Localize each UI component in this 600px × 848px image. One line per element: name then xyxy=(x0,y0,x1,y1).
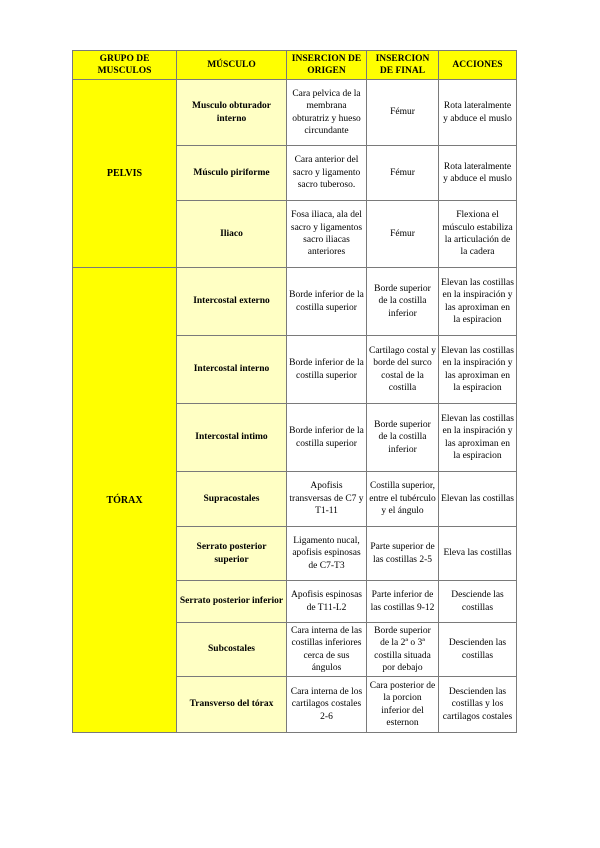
table-row xyxy=(73,268,517,336)
actions-cell: Descienden las costillas y los cartilagos costales xyxy=(439,677,517,733)
muscle-cell: Subcostales xyxy=(177,623,287,677)
actions-cell: Rota lateralmente y abduce el muslo xyxy=(439,80,517,146)
insertion-cell: Fémur xyxy=(367,146,439,201)
muscle-cell: Intercostal externo xyxy=(177,268,287,336)
insertion-cell: Borde superior de la costilla inferior xyxy=(367,268,439,336)
insertion-cell: Cartilago costal y borde del surco costal de la costilla xyxy=(367,336,439,404)
actions-cell: Desciende las costillas xyxy=(439,581,517,623)
group-cell-torax: TÓRAX xyxy=(73,268,177,733)
insertion-cell: Parte superior de las costillas 2-5 xyxy=(367,527,439,581)
muscle-cell: Supracostales xyxy=(177,472,287,527)
muscle-cell: Musculo obturador interno xyxy=(177,80,287,146)
origin-cell: Cara interna de las costillas inferiores cerca de sus ángulos xyxy=(287,623,367,677)
group-cell-pelvis: PELVIS xyxy=(73,80,177,268)
origin-cell: Cara anterior del sacro y ligamento sacro tuberoso. xyxy=(287,146,367,201)
table-row xyxy=(73,80,517,146)
actions-cell: Elevan las costillas xyxy=(439,472,517,527)
actions-cell: Rota lateralmente y abduce el muslo xyxy=(439,146,517,201)
muscle-table xyxy=(72,50,517,733)
insertion-cell: Fémur xyxy=(367,201,439,268)
actions-cell: Flexiona el músculo estabiliza la articulación de la cadera xyxy=(439,201,517,268)
origin-cell: Borde inferior de la costilla superior xyxy=(287,404,367,472)
insertion-cell: Fémur xyxy=(367,80,439,146)
actions-cell: Descienden las costillas xyxy=(439,623,517,677)
actions-cell: Eleva las costillas xyxy=(439,527,517,581)
origin-cell: Cara interna de los cartilagos costales 2-6 xyxy=(287,677,367,733)
insertion-cell: Borde superior de la 2ª o 3ª costilla situada por debajo xyxy=(367,623,439,677)
actions-cell: Elevan las costillas en la inspiración y las aproximan en la espiracion xyxy=(439,404,517,472)
muscle-cell: Transverso del tórax xyxy=(177,677,287,733)
header-muscle: MÚSCULO xyxy=(177,51,287,80)
origin-cell: Fosa iliaca, ala del sacro y ligamentos sacro iliacas anteriores xyxy=(287,201,367,268)
header-origin: INSERCION DE ORIGEN xyxy=(287,51,367,80)
origin-cell: Apofisis espinosas de T11-L2 xyxy=(287,581,367,623)
origin-cell: Ligamento nucal, apofisis espinosas de C7-T3 xyxy=(287,527,367,581)
muscle-cell: Músculo piriforme xyxy=(177,146,287,201)
header-actions: ACCIONES xyxy=(439,51,517,80)
muscle-cell: Intercostal intimo xyxy=(177,404,287,472)
origin-cell: Borde inferior de la costilla superior xyxy=(287,336,367,404)
header-row xyxy=(73,51,517,80)
header-group: GRUPO DE MUSCULOS xyxy=(73,51,177,80)
actions-cell: Elevan las costillas en la inspiración y las aproximan en la espiracion xyxy=(439,336,517,404)
header-insertion: INSERCION DE FINAL xyxy=(367,51,439,80)
origin-cell: Cara pelvica de la membrana obturatriz y hueso circundante xyxy=(287,80,367,146)
muscle-cell: Iliaco xyxy=(177,201,287,268)
origin-cell: Borde inferior de la costilla superior xyxy=(287,268,367,336)
muscle-cell: Serrato posterior inferior xyxy=(177,581,287,623)
insertion-cell: Costilla superior, entre el tubérculo y el ángulo xyxy=(367,472,439,527)
origin-cell: Apofisis transversas de C7 y T1-11 xyxy=(287,472,367,527)
insertion-cell: Cara posterior de la porcion inferior del esternon xyxy=(367,677,439,733)
actions-cell: Elevan las costillas en la inspiración y las aproximan en la espiracion xyxy=(439,268,517,336)
insertion-cell: Parte inferior de las costillas 9-12 xyxy=(367,581,439,623)
muscle-cell: Serrato posterior superior xyxy=(177,527,287,581)
insertion-cell: Borde superior de la costilla inferior xyxy=(367,404,439,472)
muscle-cell: Intercostal interno xyxy=(177,336,287,404)
